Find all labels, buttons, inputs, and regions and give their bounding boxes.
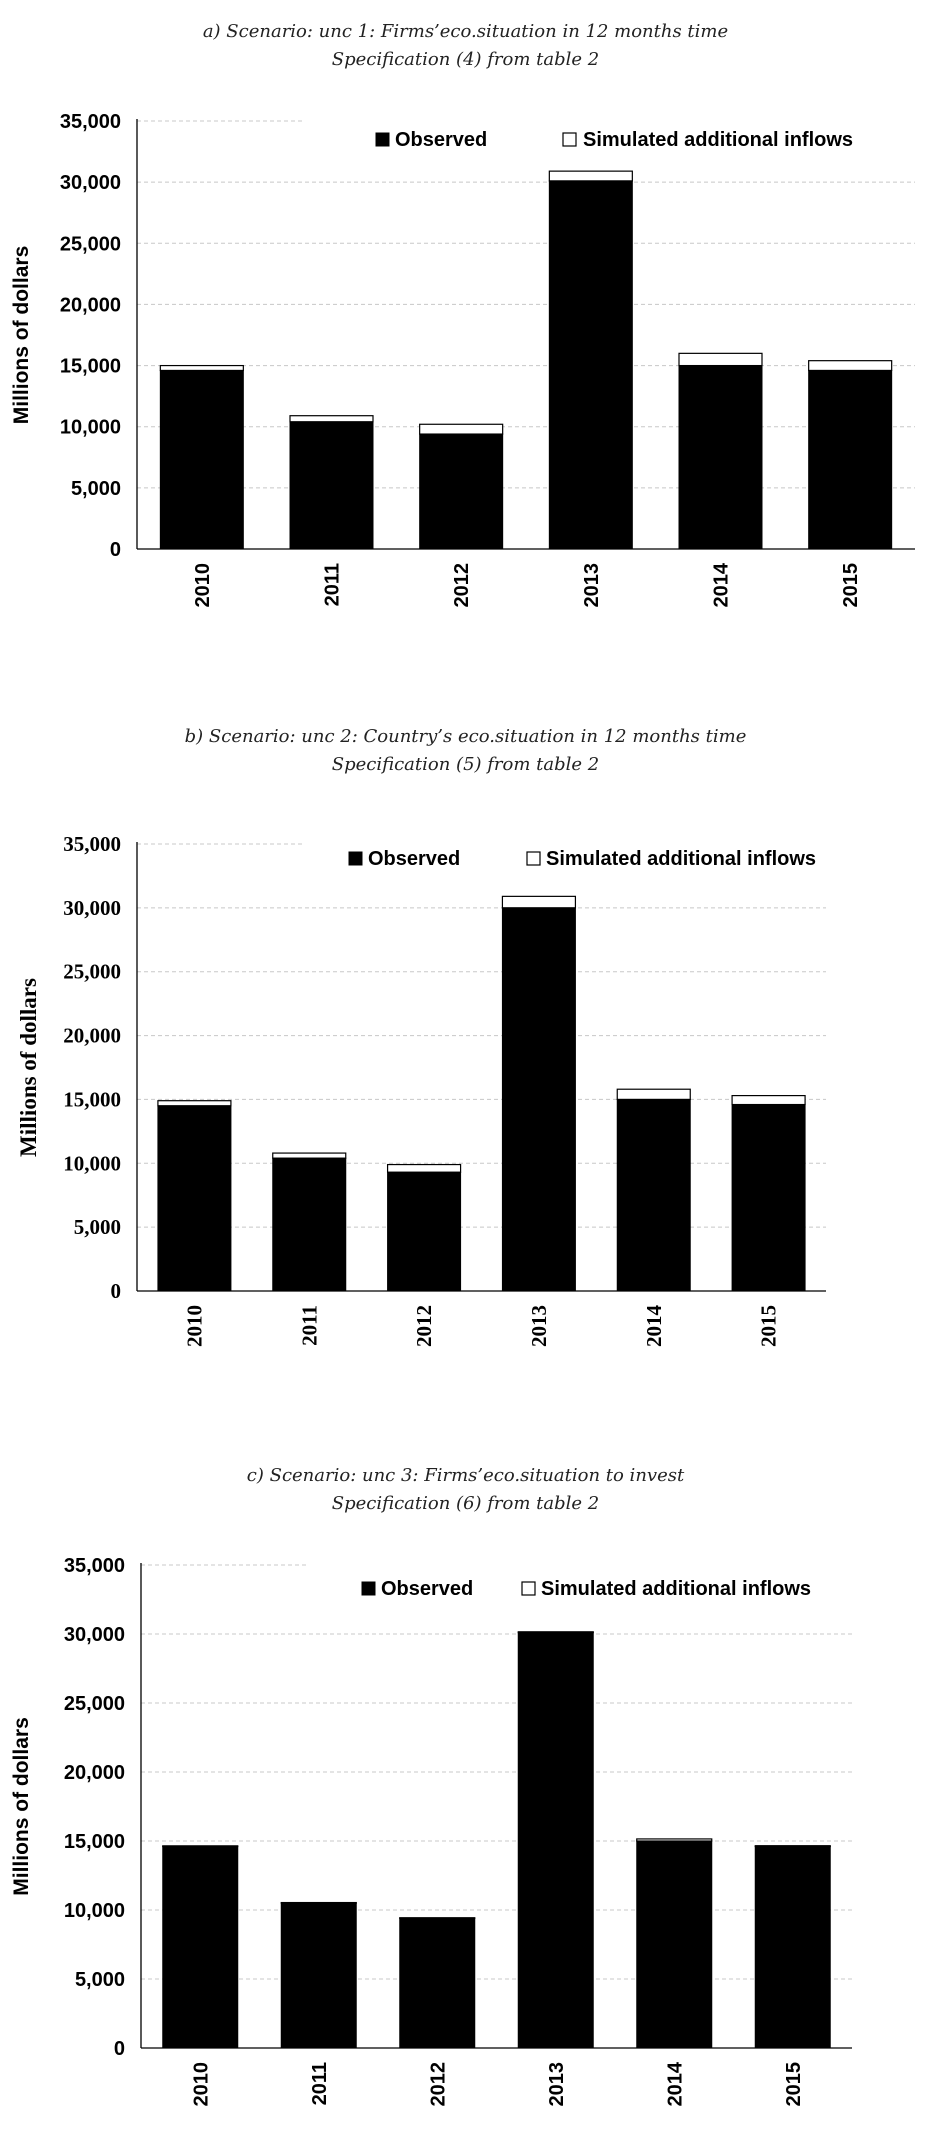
y-tick-label: 10,000 [63,1900,125,1922]
legend-observed-label: Observed [395,129,488,151]
x-tick-label: 2010 [190,2062,213,2107]
x-tick-label: 2015 [756,1305,781,1347]
y-tick-label: 10,000 [63,1151,121,1176]
y-tick-label: 25,000 [59,233,121,256]
y-tick-label: 30,000 [63,1624,125,1646]
bar-observed-2010 [163,1847,238,2048]
x-tick-label: 2011 [297,1305,322,1346]
x-tick-label: 2010 [182,1305,207,1347]
y-tick-label: 15,000 [63,1087,121,1112]
y-tick-label: 25,000 [63,959,121,984]
y-tick-label: 5,000 [70,477,121,500]
legend-observed-label: Observed [368,848,461,870]
legend-observed-swatch [362,1582,375,1595]
legend-simulated-label: Simulated additional inflows [541,1578,812,1600]
bar-observed-2014 [637,1841,712,2048]
x-tick-label: 2014 [710,563,733,608]
bar-observed-2013 [518,1633,593,2048]
legend-simulated-label: Simulated additional inflows [583,129,854,151]
y-tick-label: 30,000 [59,172,121,195]
x-tick-label: 2012 [427,2062,450,2107]
chart-a-caption-line1: a) Scenario: unc 1: Firms’eco.situation in 12 months time [202,21,729,42]
x-tick-label: 2014 [641,1305,666,1347]
x-tick-label: 2010 [191,563,214,608]
chart-b-caption-line1: b) Scenario: unc 2: Country’s eco.situation in 12 months time [184,726,747,747]
chart-a-caption-line2: Specification (4) from table 2 [331,49,600,70]
y-axis-label: Millions of dollars [10,245,33,425]
y-tick-label: 0 [109,539,121,561]
chart-b-caption-line2: Specification (5) from table 2 [331,754,600,775]
y-tick-label: 35,000 [63,832,121,856]
y-tick-label: 20,000 [63,1023,121,1048]
y-tick-label: 30,000 [63,895,121,920]
bar-observed-2015 [755,1847,830,2048]
y-axis-label: Millions of dollars [16,978,41,1157]
y-tick-label: 20,000 [63,1762,125,1784]
y-tick-label: 35,000 [59,111,121,133]
x-tick-label: 2015 [840,563,863,608]
x-tick-label: 2012 [451,563,474,608]
legend-simulated-swatch [522,1582,535,1595]
y-tick-label: 5,000 [74,1969,125,1991]
y-tick-label: 10,000 [59,416,121,439]
y-tick-label: 20,000 [59,294,121,317]
y-tick-label: 5,000 [73,1215,121,1240]
y-tick-label: 15,000 [63,1831,125,1853]
bar-observed-2011 [281,1903,356,2048]
bar-observed-2012 [400,1918,475,2048]
chart-c-caption-line2: Specification (6) from table 2 [331,1493,600,1514]
y-tick-label: 0 [113,2038,125,2060]
x-tick-label: 2013 [545,2062,568,2107]
y-axis-label: Millions of dollars [10,1717,33,1896]
x-tick-label: 2013 [526,1305,551,1347]
x-tick-label: 2015 [782,2062,805,2107]
y-tick-label: 25,000 [63,1693,125,1715]
y-tick-label: 15,000 [59,355,121,378]
x-tick-label: 2011 [321,563,344,607]
x-tick-label: 2012 [412,1305,437,1347]
y-tick-label: 0 [110,1279,121,1303]
x-tick-label: 2013 [580,563,603,608]
legend-simulated-label: Simulated additional inflows [546,848,817,870]
chart-c-caption-line1: c) Scenario: unc 3: Firms’eco.situation to invest [246,1465,685,1486]
x-tick-label: 2014 [664,2062,687,2107]
legend-observed-label: Observed [381,1578,474,1600]
x-tick-label: 2011 [308,2062,331,2106]
y-tick-label: 35,000 [63,1555,125,1577]
